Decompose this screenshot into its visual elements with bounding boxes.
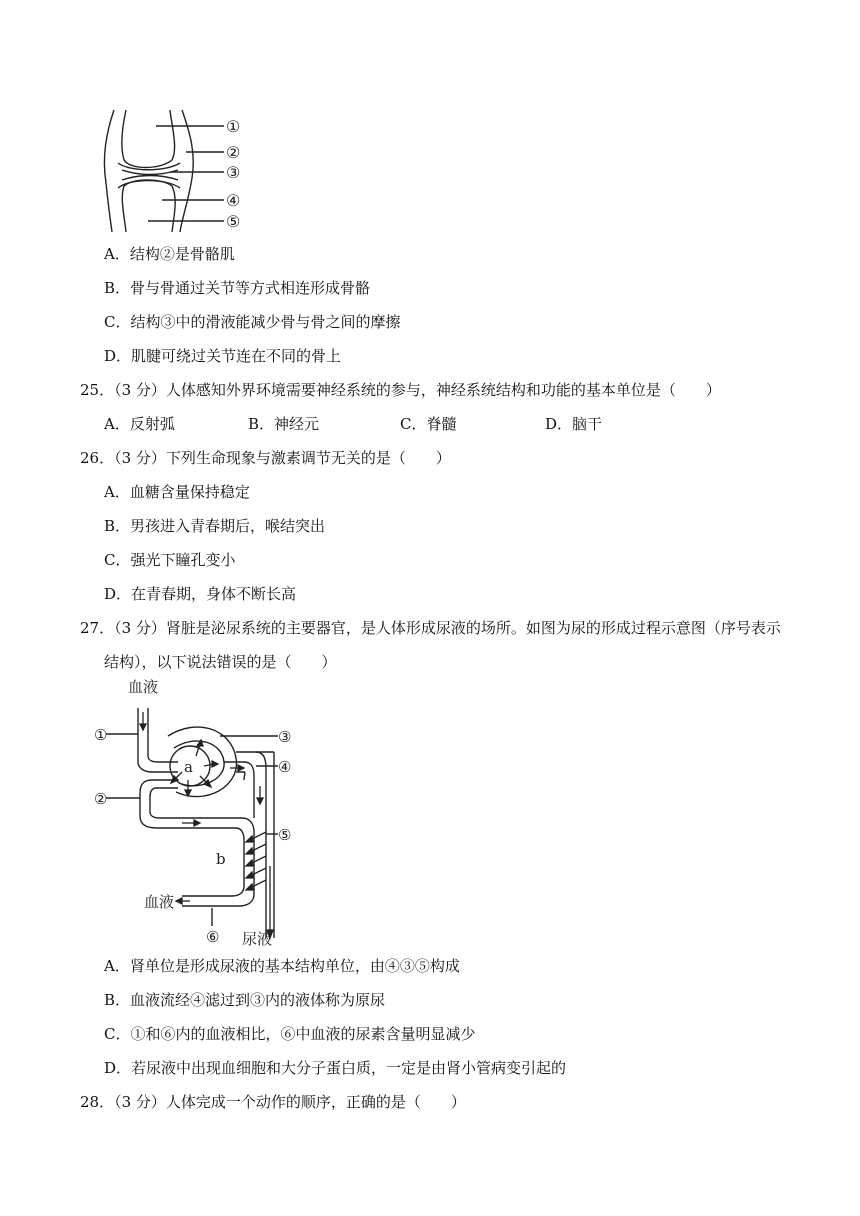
nephron-diagram xyxy=(96,676,316,948)
joint-label-2: ② xyxy=(226,143,241,162)
q27-stem-line1: 27．（3 分）肾脏是泌尿系统的主要器官，是人体形成尿液的场所。如图为尿的形成过程示意图（序号表示 xyxy=(80,619,781,637)
q25-option-d: D．脑干 xyxy=(545,415,603,433)
q26-option-b: B．男孩进入青春期后，喉结突出 xyxy=(104,517,326,535)
q25-option-a: A．反射弧 xyxy=(104,415,175,433)
joint-label-5: ⑤ xyxy=(226,212,241,231)
joint-label-4: ④ xyxy=(226,191,241,210)
nephron-label-6: ⑥ xyxy=(206,928,220,946)
q27-option-c: C．①和⑥内的血液相比，⑥中血液的尿素含量明显减少 xyxy=(104,1025,476,1043)
nephron-blood-in-label: 血液 xyxy=(128,678,159,696)
q27-stem-line2: 结构），以下说法错误的是（ ） xyxy=(104,653,337,671)
q26-option-c: C．强光下瞳孔变小 xyxy=(104,551,236,569)
q24-option-b: B．骨与骨通过关节等方式相连形成骨骼 xyxy=(104,279,371,297)
nephron-label-3: ③ xyxy=(278,728,292,746)
q25-option-b: B．神经元 xyxy=(248,415,320,433)
nephron-label-2: ② xyxy=(94,790,108,808)
nephron-urine-label: 尿液 xyxy=(242,930,273,948)
joint-label-1: ① xyxy=(226,117,241,136)
q26-option-d: D．在青春期，身体不断长高 xyxy=(104,585,297,603)
nephron-label-b: b xyxy=(216,850,226,868)
nephron-label-1: ① xyxy=(94,726,108,744)
q27-option-d: D．若尿液中出现血细胞和大分子蛋白质，一定是由肾小管病变引起的 xyxy=(104,1059,567,1077)
q24-option-c: C．结构③中的滑液能减少骨与骨之间的摩擦 xyxy=(104,313,401,331)
nephron-blood-out-label: 血液 xyxy=(144,893,175,911)
nephron-label-5: ⑤ xyxy=(278,826,292,844)
q24-option-a: A．结构②是骨骼肌 xyxy=(104,245,235,263)
q26-option-a: A．血糖含量保持稳定 xyxy=(104,483,250,501)
nephron-label-4: ④ xyxy=(278,758,292,776)
q28-stem: 28．（3 分）人体完成一个动作的顺序，正确的是（ ） xyxy=(80,1093,466,1111)
q26-stem: 26．（3 分）下列生命现象与激素调节无关的是（ ） xyxy=(80,449,451,467)
joint-diagram xyxy=(100,108,250,233)
nephron-label-a: a xyxy=(184,758,193,776)
joint-label-3: ③ xyxy=(226,163,241,182)
q24-option-d: D．肌腱可绕过关节连在不同的骨上 xyxy=(104,347,342,365)
q25-option-c: C．脊髓 xyxy=(400,415,457,433)
q25-stem: 25．（3 分）人体感知外界环境需要神经系统的参与，神经系统结构和功能的基本单位是（ ） xyxy=(80,381,721,399)
q27-option-b: B．血液流经④滤过到③内的液体称为原尿 xyxy=(104,991,386,1009)
q27-option-a: A．肾单位是形成尿液的基本结构单位，由④③⑤构成 xyxy=(104,957,460,975)
